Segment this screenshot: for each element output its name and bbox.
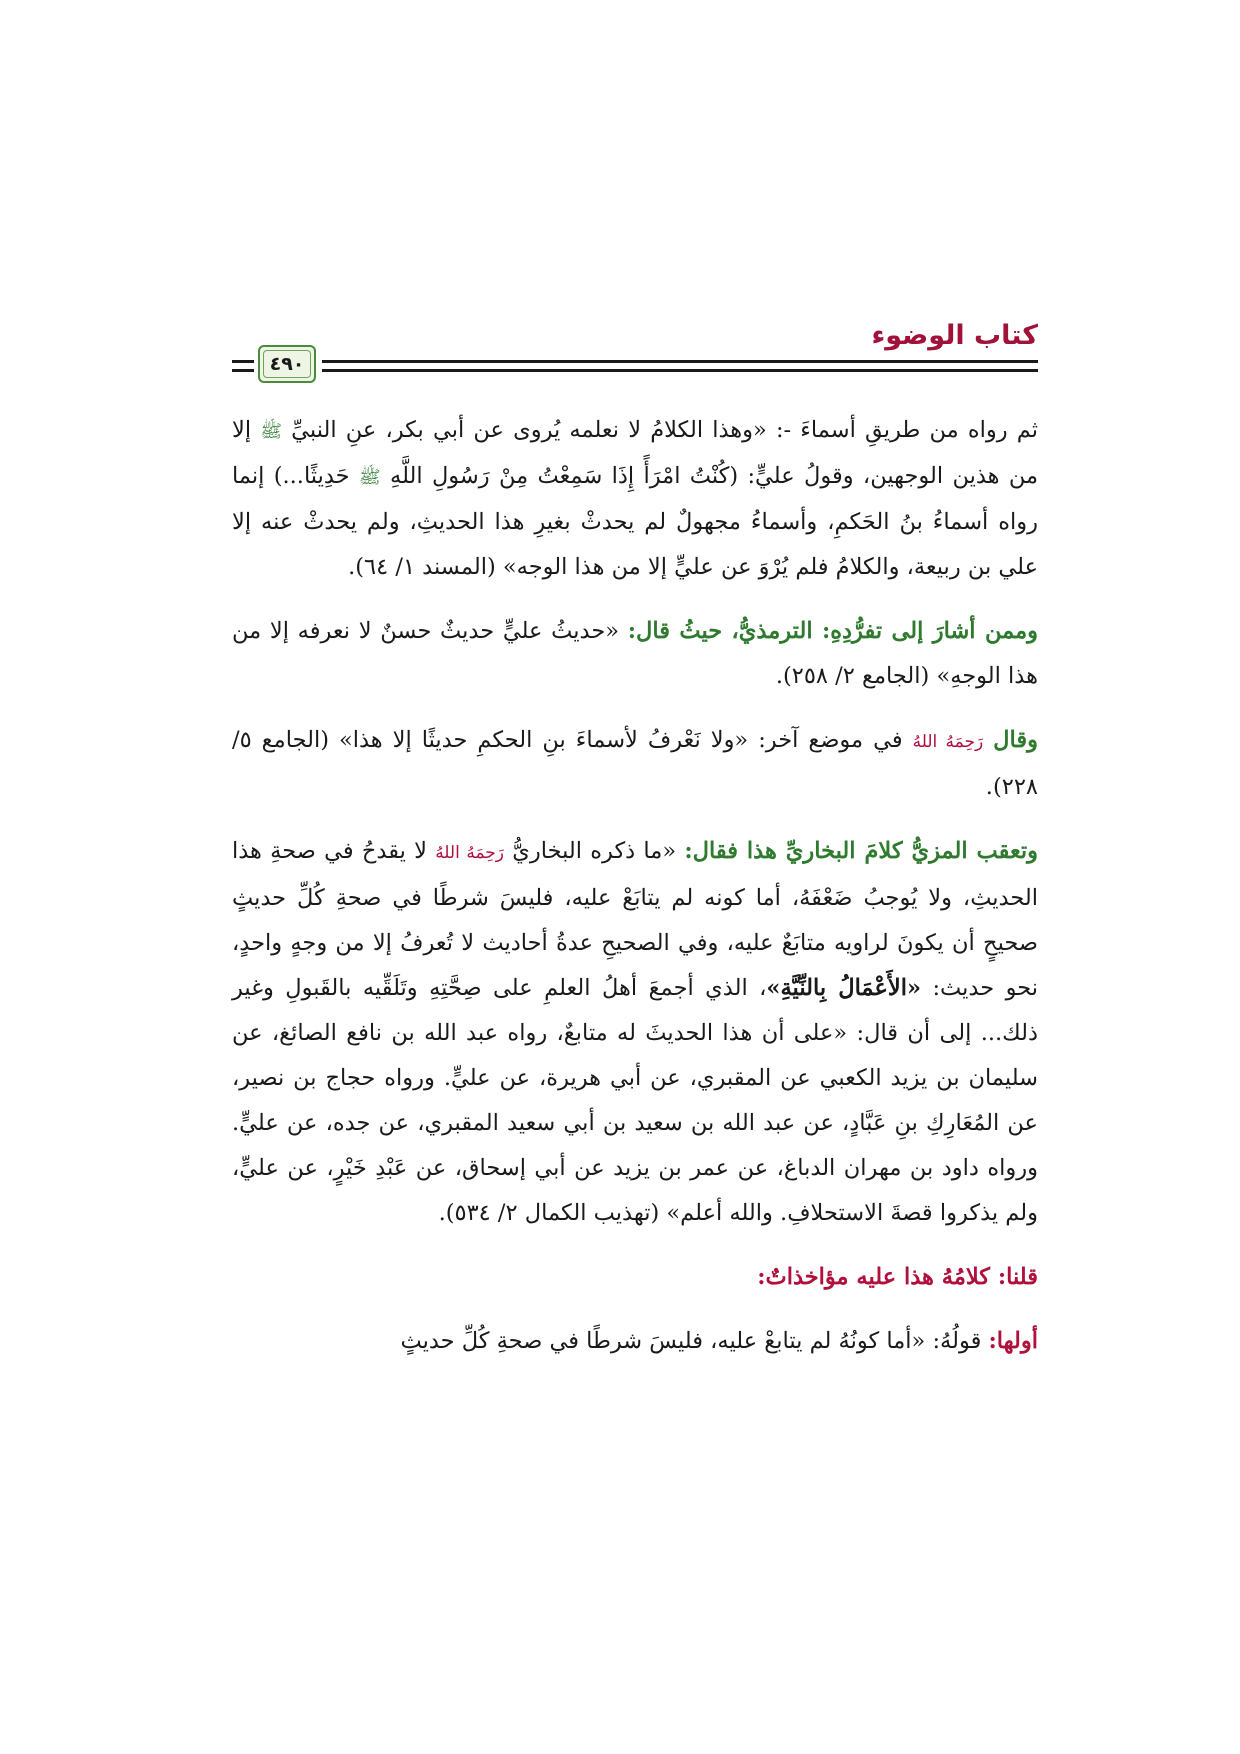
paragraph-3-text: في موضع آخر: «ولا نَعْرفُ لأسماءَ بنِ الحكمِ حديثًا إلا هذا» (الجامع ٥/ ٢٢٨). — [232, 727, 1038, 800]
paragraph-1 — [232, 408, 1038, 590]
paragraph-4-text-b: لا يقدحُ في صحةِ هذا الحديثِ، ولا يُوجبُ ضَعْفَهُ، أما كونه لم يتابَعْ عليه، فليسَ شرطًا في صحةِ كُلِّ حديثٍ صحيحٍ أن يكونَ لراويه متابَعٌ عليه، وفي الصحيحِ عدةُ أحاديث لا تُعرفُ إلا من وجهٍ واحدٍ، نحو حديث: — [232, 838, 1038, 1001]
paragraph-6-text: قولُهُ: «أما كونُهُ لم يتابعْ عليه، فليسَ شرطًا في صحةِ كُلِّ حديثٍ — [400, 1328, 982, 1354]
page-body — [232, 408, 1038, 1383]
rahimahu-honorific-icon: رَحِمَهُ اللهُ — [435, 843, 504, 863]
page-number-badge — [258, 345, 316, 383]
salla-honorific-icon: ﷺ — [358, 467, 381, 488]
paragraph-3-lead: وقال — [993, 727, 1038, 753]
paragraph-1-text-b: إلا من هذين الوجهين، وقولُ عليٍّ: (كُنْتُ امْرَأً إِذَا سَمِعْتُ مِنْ رَسُولِ اللَّهِ — [232, 417, 1039, 489]
paragraph-3 — [232, 718, 1038, 810]
paragraph-1-text-c: حَدِيثًا...) إنما رواه أسماءُ بنُ الحَكمِ، وأسماءُ مجهولٌ لم يحدثْ بغيرِ هذا الحديثِ، ولم يحدثْ عنه إلا علي بن ربيعة، والكلامُ فلم يُرْوَ عن عليٍّ إلا من هذا الوجه» (المسند ١/ ٦٤). — [232, 463, 1038, 580]
salla-honorific-icon: ﷺ — [260, 421, 282, 442]
page-header — [232, 318, 1038, 392]
page-number: ٤٩٠ — [269, 353, 305, 375]
paragraph-4-text-a: «ما ذكره البخاريُّ — [512, 838, 677, 864]
header-rule-bottom — [322, 369, 1038, 372]
paragraph-5 — [232, 1255, 1038, 1300]
paragraph-2 — [232, 609, 1038, 699]
paragraph-4-lead: وتعقب المزيُّ كلامَ البخاريِّ هذا فقال: — [684, 838, 1038, 864]
paragraph-4-text-c: ، الذي أجمعَ أهلُ العلمِ على صِحَّتِهِ وتَلَقِّيه بالقَبولِ وغير ذلك... إلى أن قال: «على أن هذا الحديثَ له متابعٌ، رواه عبد الله بن نافع الصائغ، عن سليمان بن يزيد الكعبي عن المقبري، عن أبي هريرة، عن عليٍّ. ورواه حجاج بن نصير، عن المُعَارِكِ بنِ عَبَّادٍ، عن عبد الله بن سعيد بن أبي سعيد المقبري، عن جده، عن عليٍّ. ورواه داود بن مهران الدباغ، عن عمر بن يزيد عن أبي إسحاق، عن عَبْدِ خَيْرٍ، عن عليٍّ، ولم يذكروا قصةَ الاستحلافِ. والله أعلم» (تهذيب الكمال ٢/ ٥٣٤). — [232, 975, 1038, 1226]
running-title: كتاب الوضوء — [871, 320, 1038, 351]
paragraph-1-text-a: ثم رواه من طريقِ أسماءَ -: «وهذا الكلامُ لا نعلمه يُروى عن أبي بكر، عنِ النبيِّ — [291, 417, 1038, 443]
rahimahu-honorific-icon: رَحِمَهُ اللهُ — [912, 732, 984, 752]
header-rule-left-bottom — [232, 369, 254, 372]
header-rule-left-top — [232, 360, 254, 363]
paragraph-2-text: «حديثُ عليٍّ حديثٌ حسنٌ لا نعرفه إلا من هذا الوجهِ» (الجامع ٢/ ٢٥٨). — [232, 618, 1038, 689]
paragraph-6 — [232, 1319, 1038, 1364]
paragraph-4 — [232, 829, 1038, 1236]
section-heading: قلنا: كلامُهُ هذا عليه مؤاخذاتٌ: — [757, 1264, 1038, 1290]
paragraph-6-lead: أولها: — [988, 1328, 1038, 1354]
paragraph-2-lead: وممن أشارَ إلى تفرُّدِهِ: الترمذيُّ، حيثُ قال: — [627, 618, 1038, 644]
hadith-quote: «الأَعْمَالُ بِالنِّيَّةِ» — [766, 975, 922, 1001]
header-rule-top — [322, 360, 1038, 363]
